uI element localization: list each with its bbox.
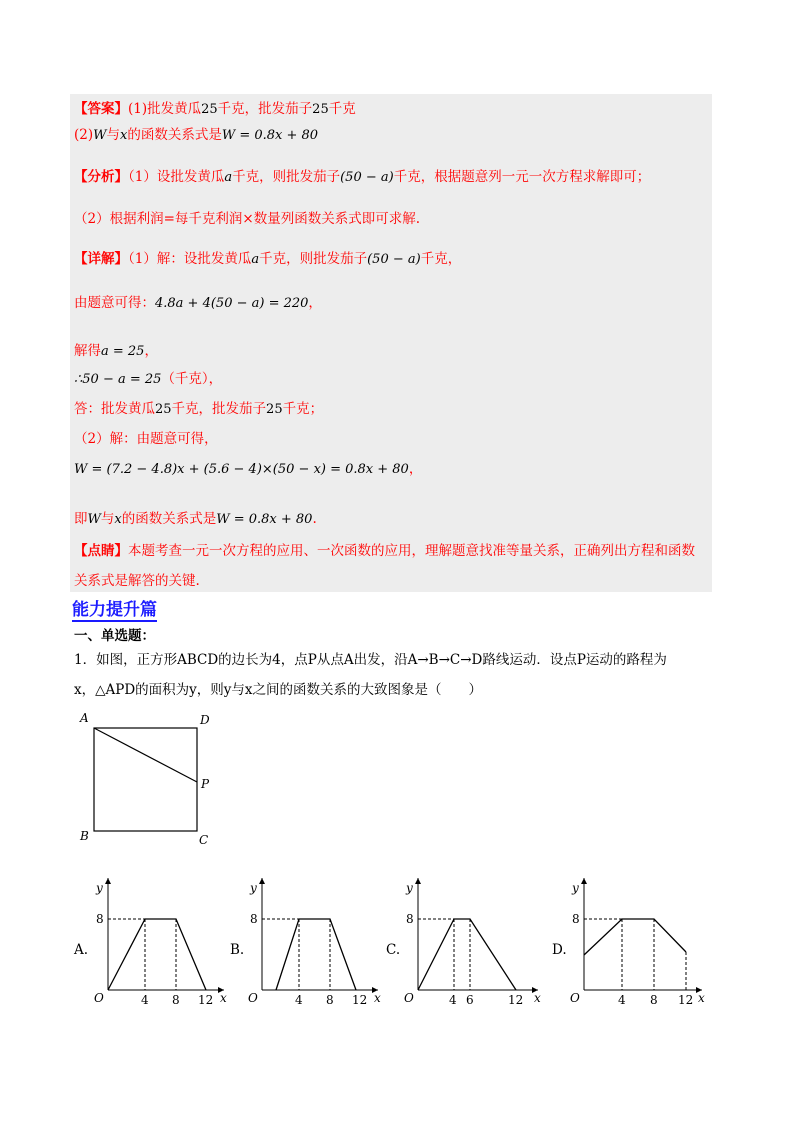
- answer-line-2: [74, 126, 318, 145]
- y-tick-8: 8: [406, 912, 414, 926]
- text: ，: [308, 295, 322, 311]
- text: ，: [408, 461, 423, 477]
- formula: W = 0.8x + 80: [221, 128, 319, 143]
- text: （1）设批发黄瓜: [128, 169, 225, 185]
- formula: 4.8a + 4(50 − a) = 220: [155, 296, 309, 311]
- variable: x: [114, 512, 122, 527]
- origin-label: O: [248, 991, 258, 1005]
- formula: (50 − a): [367, 252, 421, 267]
- graph-line: [108, 919, 206, 990]
- number: 25: [312, 102, 329, 117]
- text: 千克，批发茄子: [217, 101, 313, 117]
- text: 答：批发黄瓜: [74, 401, 155, 417]
- variable: W: [87, 512, 101, 527]
- detail-tag: 【详解】: [74, 251, 128, 267]
- text: 千克，则批发茄子: [232, 169, 341, 185]
- text: 千克，批发茄子: [171, 401, 267, 417]
- text: 与: [106, 127, 120, 143]
- detail-line-8: [74, 510, 317, 529]
- text: 的函数关系式是: [127, 127, 222, 143]
- detail-line-7: [74, 460, 422, 479]
- graph-line: [584, 919, 686, 955]
- x-tick: 4: [295, 993, 303, 1007]
- x-tick: 8: [650, 993, 658, 1007]
- analysis-line-1: [74, 168, 650, 187]
- section-title: 能力提升篇: [72, 600, 157, 620]
- formula: ∴50 − a = 25: [74, 372, 162, 387]
- comment-line-2: 关系式是解答的关键.: [74, 573, 200, 589]
- x-tick: 6: [466, 993, 474, 1007]
- square-figure: [70, 706, 230, 856]
- text: 即: [74, 511, 88, 527]
- variable: a: [251, 252, 260, 267]
- formula: a = 25: [101, 344, 145, 359]
- y-arrow-icon: [581, 878, 587, 884]
- label-c: C: [199, 833, 209, 847]
- sub-title: 一、单选题：: [74, 628, 155, 644]
- label-a: A: [80, 711, 89, 725]
- x-tick: 4: [618, 993, 626, 1007]
- x-tick: 8: [172, 993, 180, 1007]
- text: ，: [144, 343, 158, 359]
- x-tick: 4: [141, 993, 149, 1007]
- formula: W = 0.8x + 80: [216, 512, 313, 527]
- number: 25: [155, 402, 172, 417]
- analysis-tag: 【分析】: [74, 169, 128, 185]
- x-tick: 12: [198, 993, 214, 1007]
- x-tick: 4: [449, 993, 457, 1007]
- x-label: x: [220, 991, 227, 1005]
- x-tick: 12: [508, 993, 524, 1007]
- y-arrow-icon: [415, 878, 421, 884]
- number: 25: [266, 402, 283, 417]
- detail-line-5: [74, 400, 323, 419]
- text: 由题意可得：: [74, 295, 155, 311]
- x-tick: 12: [352, 993, 368, 1007]
- option-d-graph[interactable]: [568, 872, 710, 1007]
- origin-label: O: [94, 991, 104, 1005]
- y-label: y: [406, 881, 413, 895]
- y-tick-8: 8: [572, 912, 580, 926]
- option-a-label[interactable]: A.: [74, 942, 89, 958]
- analysis-line-2: （2）根据利润=每千克利润×数量列函数关系式即可求解.: [74, 211, 421, 227]
- question-line-1: 1．如图，正方形ABCD的边长为4，点P从点A出发，沿A→B→C→D路线运动．设点P运动的路程为: [74, 652, 667, 668]
- text: 千克，: [420, 251, 462, 267]
- label-b: B: [80, 829, 89, 843]
- comment-line-1: [74, 542, 695, 560]
- label-p: P: [201, 777, 210, 791]
- graph-line: [276, 919, 356, 990]
- x-label: x: [534, 991, 541, 1005]
- x-label: x: [374, 991, 381, 1005]
- text: 本题考查一元一次方程的应用、一次函数的应用，理解题意找准等量关系，正确列出方程和函数: [128, 543, 695, 559]
- y-arrow-icon: [259, 878, 265, 884]
- graph-line: [418, 919, 516, 990]
- detail-line-6: （2）解：由题意可得，: [74, 431, 218, 447]
- answer-line-1: [74, 100, 356, 119]
- text: 千克: [328, 101, 356, 117]
- text: (2): [74, 127, 94, 143]
- y-tick-8: 8: [250, 912, 258, 926]
- option-a-graph[interactable]: [92, 872, 230, 1007]
- text: 千克，则批发茄子: [259, 251, 368, 267]
- y-arrow-icon: [105, 878, 111, 884]
- x-tick: 12: [678, 993, 694, 1007]
- formula: (50 − a): [340, 170, 394, 185]
- text: .: [312, 511, 317, 527]
- formula: W = (7.2 − 4.8)x + (5.6 − 4)×(50 − x) = 0.8x + 80: [74, 462, 409, 477]
- variable: x: [120, 128, 128, 143]
- text: （1）解：设批发黄瓜: [128, 251, 252, 267]
- option-c-graph[interactable]: [402, 872, 547, 1007]
- detail-line-2: [74, 294, 322, 313]
- detail-line-3: [74, 342, 158, 361]
- text: 千克，根据题意列一元一次方程求解即可；: [393, 169, 651, 185]
- x-label: x: [698, 991, 705, 1005]
- detail-line-4: [74, 370, 222, 389]
- segment-ap: [94, 728, 197, 782]
- y-label: y: [96, 881, 103, 895]
- variable: W: [93, 128, 107, 143]
- text: 千克；: [282, 401, 324, 417]
- question-line-2: x，△APD的面积为y，则y与x之间的函数关系的大致图象是（ ）: [74, 682, 483, 698]
- text: 与: [100, 511, 115, 527]
- comment-tag: 【点睛】: [74, 543, 128, 559]
- variable: a: [224, 170, 233, 185]
- x-tick: 8: [326, 993, 334, 1007]
- square-abcd: [94, 728, 197, 831]
- option-c-label[interactable]: C.: [386, 942, 401, 958]
- answer-tag: 【答案】: [74, 101, 128, 117]
- option-b-graph[interactable]: [246, 872, 384, 1007]
- origin-label: O: [570, 991, 580, 1005]
- text: (1)批发黄瓜: [128, 101, 202, 117]
- text: （千克），: [161, 371, 223, 387]
- detail-line-1: [74, 250, 461, 269]
- text: 解得: [74, 343, 101, 359]
- y-label: y: [572, 881, 579, 895]
- number: 25: [201, 102, 218, 117]
- option-d-label[interactable]: D.: [552, 942, 567, 958]
- origin-label: O: [404, 991, 414, 1005]
- option-b-label[interactable]: B.: [230, 942, 245, 958]
- y-label: y: [250, 881, 257, 895]
- label-d: D: [200, 713, 210, 727]
- y-tick-8: 8: [96, 912, 104, 926]
- text: 的函数关系式是: [121, 511, 217, 527]
